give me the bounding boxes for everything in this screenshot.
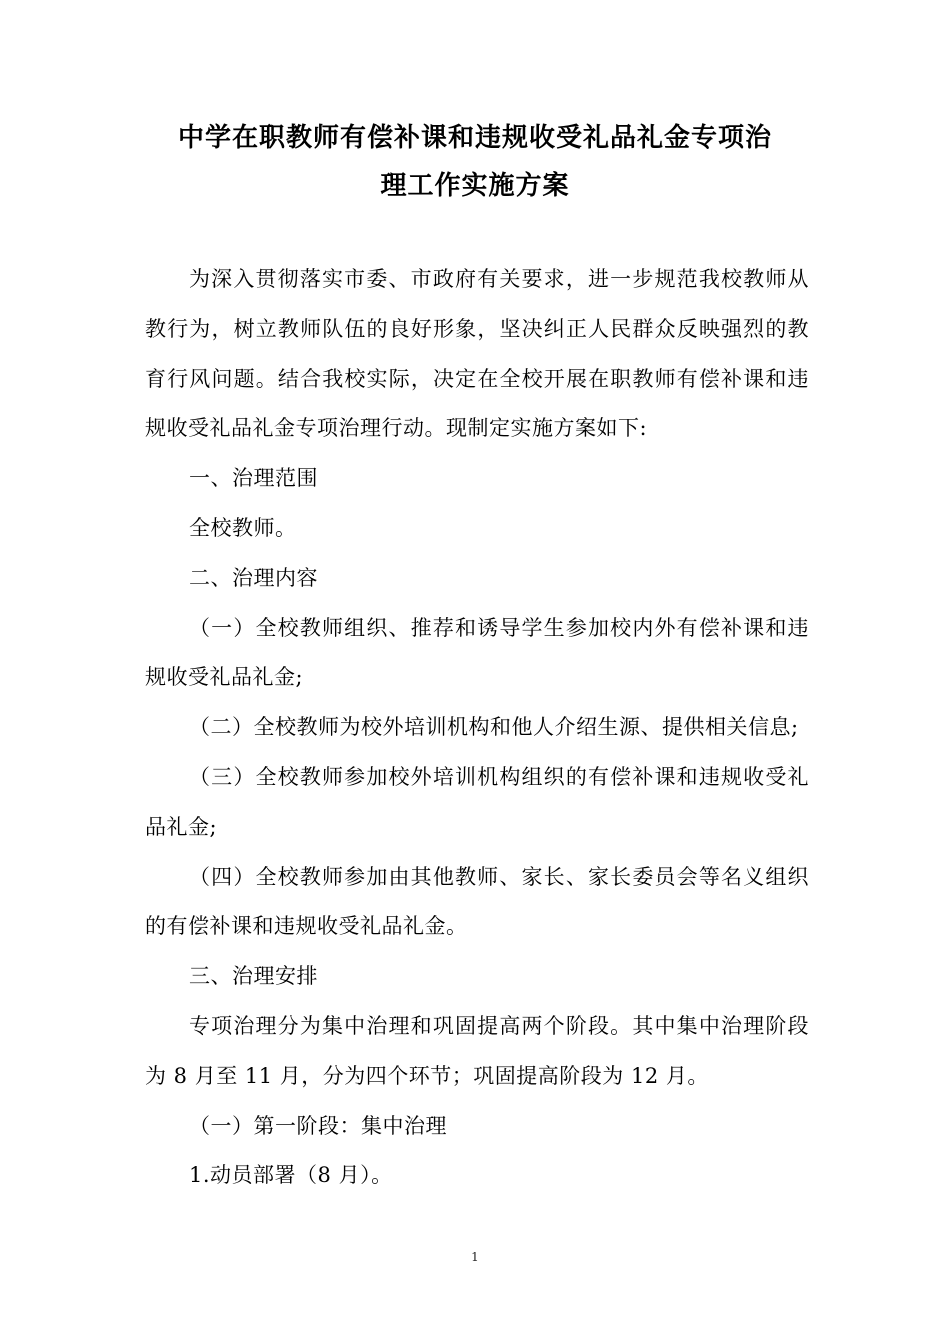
document-body bbox=[145, 255, 809, 1201]
content-item-3: （三）全校教师参加校外培训机构组织的有偿补课和违规收受礼品礼金; bbox=[145, 764, 809, 839]
content-item-2: （二）全校教师为校外培训机构和他人介绍生源、提供相关信息; bbox=[189, 715, 799, 740]
document-title-line-2: 理工作实施方案 bbox=[380, 171, 570, 201]
content-item-1: （一）全校教师组织、推荐和诱导学生参加校内外有偿补课和违规收受礼品礼金; bbox=[145, 615, 809, 690]
document-title-line-1: 中学在职教师有偿补课和违规收受礼品礼金专项治 bbox=[177, 123, 772, 153]
step-item: 1.动员部署（8 月）。 bbox=[189, 1163, 393, 1188]
arrangement-paragraph: 专项治理分为集中治理和巩固提高两个阶段。其中集中治理阶段为 8 月至 11 月，分为四个环节；巩固提高阶段为 12 月。 bbox=[145, 1013, 809, 1088]
content-item-4: （四）全校教师参加由其他教师、家长、家长委员会等名义组织的有偿补课和违规收受礼品礼金。 bbox=[145, 864, 809, 939]
page-number: 1 bbox=[471, 1250, 479, 1264]
section-heading-scope: 一、治理范围 bbox=[189, 466, 318, 491]
scope-paragraph: 全校教师。 bbox=[189, 515, 297, 540]
phase-heading: （一）第一阶段：集中治理 bbox=[189, 1113, 447, 1138]
intro-paragraph: 为深入贯彻落实市委、市政府有关要求，进一步规范我校教师从教行为，树立教师队伍的良好形象，坚决纠正人民群众反映强烈的教育行风问题。结合我校实际，决定在全校开展在职教师有偿补课和违规收受礼品礼金专项治理行动。现制定实施方案如下: bbox=[145, 267, 809, 441]
section-heading-arrangement: 三、治理安排 bbox=[189, 964, 318, 989]
section-heading-content: 二、治理内容 bbox=[189, 565, 318, 590]
